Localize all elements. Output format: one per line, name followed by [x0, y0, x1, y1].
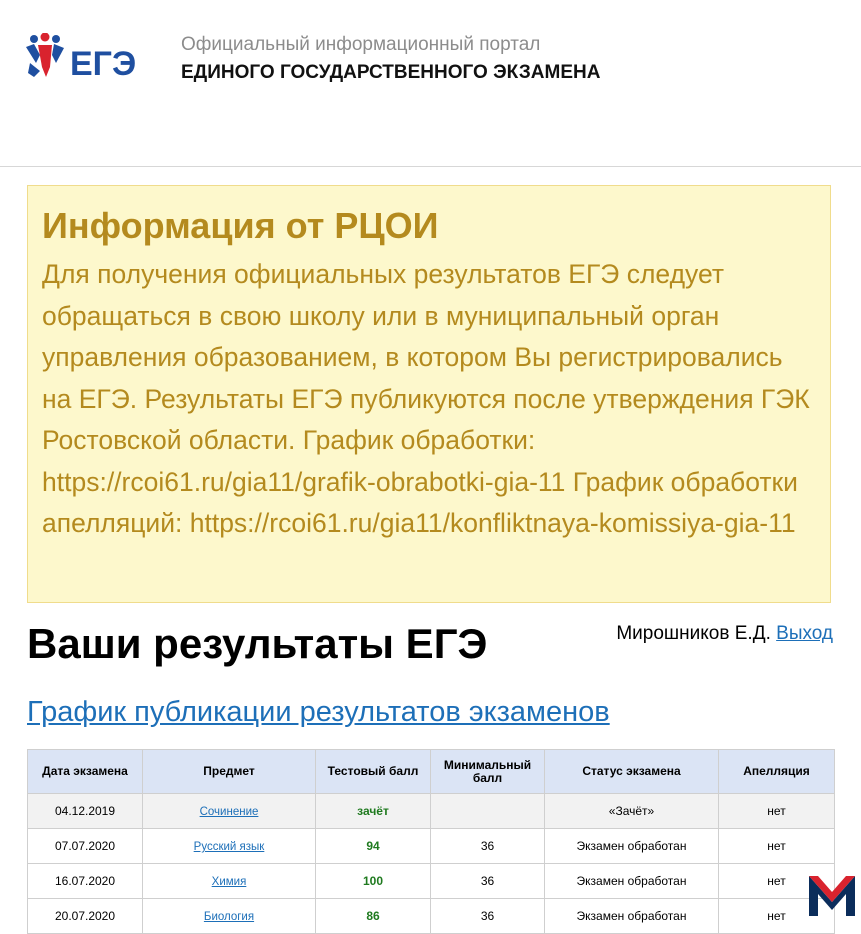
col-appeal-header: Апелляция [719, 750, 835, 794]
col-status-header: Статус экзамена [545, 750, 719, 794]
page-title: Ваши результаты ЕГЭ [27, 620, 488, 667]
m-brand-icon [806, 872, 858, 918]
portal-title: ЕДИНОГО ГОСУДАРСТВЕННОГО ЭКЗАМЕНА [181, 62, 601, 83]
subject-link[interactable]: Химия [211, 876, 247, 888]
min-score: 36 [431, 899, 545, 934]
portal-subtitle: Официальный информационный портал [181, 34, 541, 55]
subject-cell [143, 899, 316, 934]
min-score: 36 [431, 864, 545, 899]
table-row [28, 794, 835, 829]
subject-link[interactable]: Сочинение [199, 806, 259, 818]
exam-status: Экзамен обработан [545, 899, 719, 934]
test-score: зачёт [316, 794, 431, 829]
appeal-status: нет [719, 829, 835, 864]
info-title: Информация от РЦОИ [42, 205, 439, 246]
info-panel [27, 185, 831, 603]
exam-date: 07.07.2020 [28, 829, 143, 864]
subject-cell [143, 794, 316, 829]
test-score: 100 [316, 864, 431, 899]
exam-date: 04.12.2019 [28, 794, 143, 829]
user-block [616, 623, 833, 645]
min-score [431, 794, 545, 829]
table-row [28, 829, 835, 864]
table-row [28, 864, 835, 899]
appeal-status: нет [719, 794, 835, 829]
col-score-header: Тестовый балл [316, 750, 431, 794]
col-min-header: Минимальный балл [431, 750, 545, 794]
ege-logo-icon[interactable] [24, 33, 148, 79]
exam-status: Экзамен обработан [545, 864, 719, 899]
exam-status: Экзамен обработан [545, 829, 719, 864]
site-header [0, 0, 861, 167]
test-score: 94 [316, 829, 431, 864]
appeal-status: нет [719, 899, 835, 934]
logo-text: ЕГЭ [70, 45, 137, 79]
info-text: Для получения официальных результатов ЕГЭ следует обращаться в свою школу или в муниципальный орган управления образованием, в котором Вы регистрировались на ЕГЭ. Результаты ЕГЭ публикуются после утверждения ГЭК Ростовской области. График обработки: https://rcoi61.ru/gia11/grafik-obrabotki-gia-11 График обработки апелляций: https://rcoi61.ru/gia11/konfliktnaya-komissiya-gia-11 [42, 259, 810, 538]
exam-date: 20.07.2020 [28, 899, 143, 934]
subject-link[interactable]: Русский язык [193, 841, 265, 853]
table-row [28, 899, 835, 934]
test-score: 86 [316, 899, 431, 934]
appeal-status: нет [719, 864, 835, 899]
col-subject-header: Предмет [143, 750, 316, 794]
col-date-header: Дата экзамена [28, 750, 143, 794]
subject-cell [143, 864, 316, 899]
user-name: Мирошников Е.Д. [616, 623, 771, 644]
logout-link[interactable]: Выход [776, 623, 833, 644]
min-score: 36 [431, 829, 545, 864]
exam-date: 16.07.2020 [28, 864, 143, 899]
exam-status: «Зачёт» [545, 794, 719, 829]
results-table [27, 749, 835, 934]
schedule-link[interactable]: График публикации результатов экзаменов [27, 696, 610, 728]
table-header-row [28, 750, 835, 794]
subject-link[interactable]: Биология [203, 911, 255, 923]
subject-cell [143, 829, 316, 864]
